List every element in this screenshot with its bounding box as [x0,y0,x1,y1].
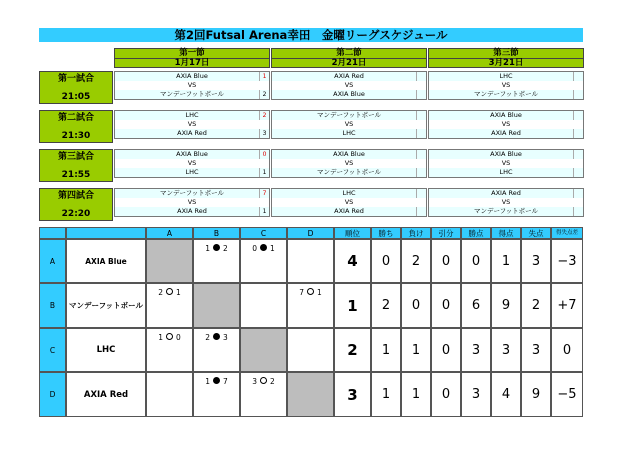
win-mark [260,377,267,384]
result-cell [240,283,287,328]
stat-value: 1 [401,328,431,372]
goals-for: 1 [205,377,210,386]
stat-value: −3 [551,239,583,283]
goals-against: 1 [176,288,181,297]
result-cell [193,372,240,417]
stat-header: 負け [401,227,431,239]
vs-label: VS [501,159,511,167]
stat-value: 0 [551,328,583,372]
result-cell [240,239,287,283]
game-cell [428,149,584,178]
section-header [271,48,427,68]
vs-label: VS [501,120,511,128]
stat-value: 3 [461,328,491,372]
stat-value: 1 [401,372,431,417]
column-header-c: C [240,227,287,239]
vs-label: VS [344,120,354,128]
vs-label: VS [187,159,197,167]
away-team: LHC [115,168,269,177]
home-team: AXIA Blue [429,111,583,120]
home-score [416,111,426,120]
team-header-cell [66,227,146,239]
home-score [573,111,583,120]
goals-against: 2 [270,377,275,386]
column-header-a: A [146,227,193,239]
away-score [573,90,583,99]
vs-label: VS [501,198,511,206]
result-cell [193,239,240,283]
away-score [573,207,583,216]
match-label [39,71,113,104]
match-time: 21:30 [61,130,91,141]
match-name: 第一試合 [57,73,94,84]
stat-value: 0 [371,239,401,283]
vs-label: VS [344,81,354,89]
result-cell [146,328,193,372]
goals-against: 3 [223,333,228,342]
win-mark [166,333,173,340]
page-title: 第2回Futsal Arena幸田 金曜リーグスケジュール [39,28,583,42]
loss-mark [213,377,220,384]
section-name: 第三節 [493,47,519,58]
home-score [416,189,426,198]
vs-label: VS [344,198,354,206]
stat-value: 2 [401,239,431,283]
self-match-cell [193,283,240,328]
stat-value: 0 [431,283,461,328]
win-mark [307,288,314,295]
rank-value: 2 [334,328,371,372]
win-mark [166,288,173,295]
away-team: AXIA Red [115,207,269,216]
team-name: LHC [66,328,146,372]
away-team: LHC [272,129,426,138]
game-cell [114,71,270,100]
loss-mark [213,244,220,251]
home-team: LHC [115,111,269,120]
vs-label: VS [344,159,354,167]
game-cell [428,110,584,139]
goals-for: 2 [205,333,210,342]
away-score: 1 [259,168,269,177]
stat-value: +7 [551,283,583,328]
stat-value: 3 [461,372,491,417]
home-team: AXIA Red [272,72,426,81]
match-time: 21:55 [61,169,91,180]
game-cell [428,71,584,100]
stat-value: 0 [431,239,461,283]
goals-for: 3 [252,377,257,386]
stat-value: 6 [461,283,491,328]
team-name: AXIA Blue [66,239,146,283]
goals-for: 7 [299,288,304,297]
stat-header: 得点 [491,227,521,239]
away-team: AXIA Blue [272,90,426,99]
section-header [114,48,270,68]
goals-against: 0 [176,333,181,342]
away-score [573,168,583,177]
row-label-d: D [39,372,66,417]
stat-value: 0 [431,372,461,417]
game-cell [271,188,427,217]
column-header-b: B [193,227,240,239]
match-label [39,110,113,143]
goals-for: 1 [205,244,210,253]
away-team: マンデーフットボール [429,207,583,216]
away-team: マンデーフットボール [429,90,583,99]
game-cell [114,149,270,178]
game-cell [271,71,427,100]
home-score: 1 [259,72,269,81]
self-match-cell [287,372,334,417]
result-cell [240,372,287,417]
team-name: マンデーフットボール [66,283,146,328]
goals-for: 2 [158,288,163,297]
stat-header: 得失点差 [551,227,583,239]
result-cell [146,372,193,417]
rank-value: 3 [334,372,371,417]
stat-header: 失点 [521,227,551,239]
section-name: 第二節 [336,47,362,58]
rank-value: 4 [334,239,371,283]
match-label [39,188,113,221]
game-cell [271,110,427,139]
home-team: マンデーフットボール [115,189,269,198]
away-team: AXIA Red [272,207,426,216]
section-date: 1月17日 [115,58,269,68]
stat-header: 勝点 [461,227,491,239]
section-name: 第一節 [179,47,205,58]
result-cell [287,239,334,283]
home-score: 2 [259,111,269,120]
section-header [428,48,584,68]
home-score [573,72,583,81]
stat-value: 3 [521,239,551,283]
loss-mark [260,244,267,251]
vs-label: VS [187,198,197,206]
away-team: AXIA Red [115,129,269,138]
away-score [416,168,426,177]
goals-against: 1 [317,288,322,297]
goals-for: 0 [252,244,257,253]
self-match-cell [146,239,193,283]
home-score [573,189,583,198]
stat-value: −5 [551,372,583,417]
away-score [416,129,426,138]
home-score: 0 [259,150,269,159]
self-match-cell [240,328,287,372]
vs-label: VS [187,81,197,89]
away-score: 1 [259,207,269,216]
stat-header: 勝ち [371,227,401,239]
vs-label: VS [187,120,197,128]
home-team: LHC [272,189,426,198]
home-team: マンデーフットボール [272,111,426,120]
corner-cell [39,227,66,239]
home-team: LHC [429,72,583,81]
goals-for: 1 [158,333,163,342]
rank-value: 1 [334,283,371,328]
match-name: 第三試合 [57,151,94,162]
away-score [416,207,426,216]
stat-value: 4 [491,372,521,417]
row-label-b: B [39,283,66,328]
stat-value: 9 [521,372,551,417]
stat-header: 順位 [334,227,371,239]
home-team: AXIA Blue [429,150,583,159]
match-name: 第四試合 [57,190,94,201]
stat-value: 0 [461,239,491,283]
away-score [573,129,583,138]
row-label-c: C [39,328,66,372]
goals-against: 1 [270,244,275,253]
result-cell [193,328,240,372]
home-score [573,150,583,159]
stat-value: 2 [521,283,551,328]
section-date: 3月21日 [429,58,583,68]
stat-value: 1 [491,239,521,283]
stat-value: 3 [521,328,551,372]
team-name: AXIA Red [66,372,146,417]
stat-value: 3 [491,328,521,372]
away-score: 2 [259,90,269,99]
vs-label: VS [501,81,511,89]
league-table [39,227,583,417]
goals-against: 2 [223,244,228,253]
match-time: 22:20 [61,208,91,219]
match-time: 21:05 [61,91,91,102]
away-team: LHC [429,168,583,177]
away-team: マンデーフットボール [272,168,426,177]
home-score [416,150,426,159]
stat-value: 0 [401,283,431,328]
home-score [416,72,426,81]
result-cell [287,283,334,328]
match-label [39,149,113,182]
match-name: 第二試合 [57,112,94,123]
home-team: AXIA Blue [272,150,426,159]
home-team: AXIA Blue [115,72,269,81]
stat-value: 9 [491,283,521,328]
game-cell [114,188,270,217]
away-team: AXIA Red [429,129,583,138]
stat-value: 2 [371,283,401,328]
column-header-d: D [287,227,334,239]
home-team: AXIA Red [429,189,583,198]
home-score: 7 [259,189,269,198]
stat-header: 引分 [431,227,461,239]
loss-mark [213,333,220,340]
away-score: 3 [259,129,269,138]
game-cell [114,110,270,139]
stat-value: 1 [371,372,401,417]
row-label-a: A [39,239,66,283]
away-team: マンデーフットボール [115,90,269,99]
game-cell [271,149,427,178]
result-cell [287,328,334,372]
game-cell [428,188,584,217]
stat-value: 0 [431,328,461,372]
goals-against: 7 [223,377,228,386]
section-date: 2月21日 [272,58,426,68]
home-team: AXIA Blue [115,150,269,159]
result-cell [146,283,193,328]
stat-value: 1 [371,328,401,372]
away-score [416,90,426,99]
